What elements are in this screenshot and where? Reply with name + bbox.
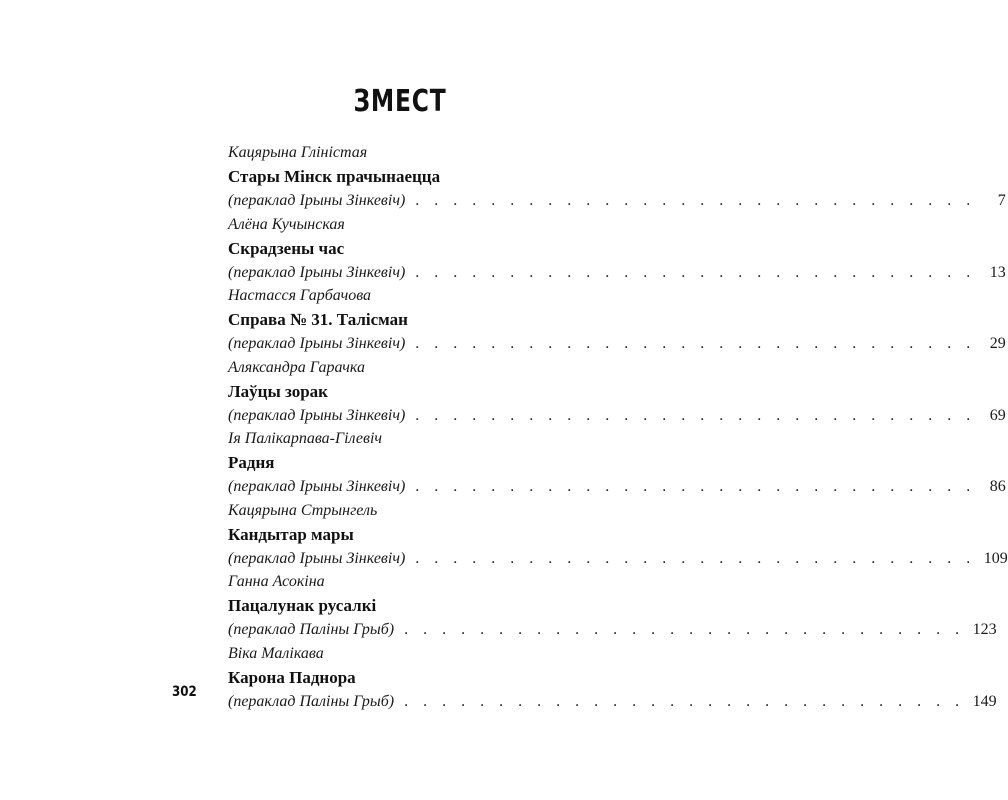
translator-line [228,189,1006,213]
author-name: Кацярына Стрынгель [228,501,378,519]
translator-line [228,690,997,714]
author-name: Вiка Малiкава [228,644,324,662]
page-number: 7 [997,192,1006,209]
toc-entry [228,499,1008,571]
translator-credit: (пераклад Палiны Грыб) [228,692,395,710]
dot-leader: . . . . . . . . . . . . . . . . . . . . . . . . . . . . . . [415,335,976,352]
translator-line [228,547,1008,571]
page-number: 86 [989,478,1006,495]
dot-leader: . . . . . . . . . . . . . . . . . . . . . . . . . . . . . . [415,549,976,567]
author-name: Ія Палiкарпава-Гiлевiч [228,430,383,447]
author-name: Настасся Гарбачова [228,287,372,304]
work-title: Пацалунак русалкi [228,596,377,615]
toc-entry [228,141,1006,213]
work-title: Радня [228,453,275,472]
work-title: Лаўцы зорак [228,381,328,401]
page-number: 13 [989,263,1006,281]
translator-line [228,475,1006,499]
author-name: Ганна Асокiна [228,573,325,590]
translator-credit: (пераклад Палiны Грыб) [228,621,395,638]
page-number: 109 [983,549,1008,567]
page-folio: 302 [172,684,197,700]
page-number: 123 [972,621,997,638]
translator-line [228,332,1006,356]
page-title: ЗМЕСТ [353,84,447,119]
page-number: 149 [972,692,997,710]
work-title: Стары Мiнск прачынаецца [228,167,441,186]
work-title: Скрадзены час [228,238,345,258]
page-number: 69 [989,406,1006,424]
translator-line [228,404,1006,428]
work-title: Карона Паднора [228,667,356,687]
toc-entry [228,427,1006,499]
translator-line [228,261,1006,285]
dot-leader: . . . . . . . . . . . . . . . . . . . . . . . . . . . . . . [415,263,976,281]
translator-credit: (пераклад Ірыны Зiнкевiч) [228,263,406,281]
translator-credit: (пераклад Ірыны Зiнкевiч) [228,478,406,495]
translator-line [228,618,997,642]
translator-credit: (пераклад Ірыны Зiнкевiч) [228,406,406,424]
table-of-contents [228,141,1008,713]
translator-credit: (пераклад Ірыны Зiнкевiч) [228,549,406,567]
dot-leader: . . . . . . . . . . . . . . . . . . . . . . . . . . . . . . [415,478,976,495]
toc-entry [228,356,1006,428]
dot-leader: . . . . . . . . . . . . . . . . . . . . . . . . . . . . . . [415,406,976,424]
dot-leader: . . . . . . . . . . . . . . . . . . . . . . . . . . . . . . [415,192,976,209]
work-title: Кандытар мары [228,524,354,544]
toc-entry [228,642,997,714]
toc-entry [228,284,1006,356]
toc-entry [228,570,997,642]
dot-leader: . . . . . . . . . . . . . . . . . . . . . . . . . . . . . . [404,621,965,638]
work-title: Справа № 31. Талiсман [228,310,408,329]
author-name: Аляксандра Гарачка [228,358,365,376]
translator-credit: (пераклад Ірыны Зiнкевiч) [228,192,406,209]
author-name: Алёна Кучынская [228,215,345,233]
translator-credit: (пераклад Ірыны Зiнкевiч) [228,335,406,352]
dot-leader: . . . . . . . . . . . . . . . . . . . . . . . . . . . . . . [404,692,965,710]
toc-entry [228,213,1006,285]
page-number: 29 [989,335,1006,352]
author-name: Кацярына Глiнiстая [228,144,368,161]
